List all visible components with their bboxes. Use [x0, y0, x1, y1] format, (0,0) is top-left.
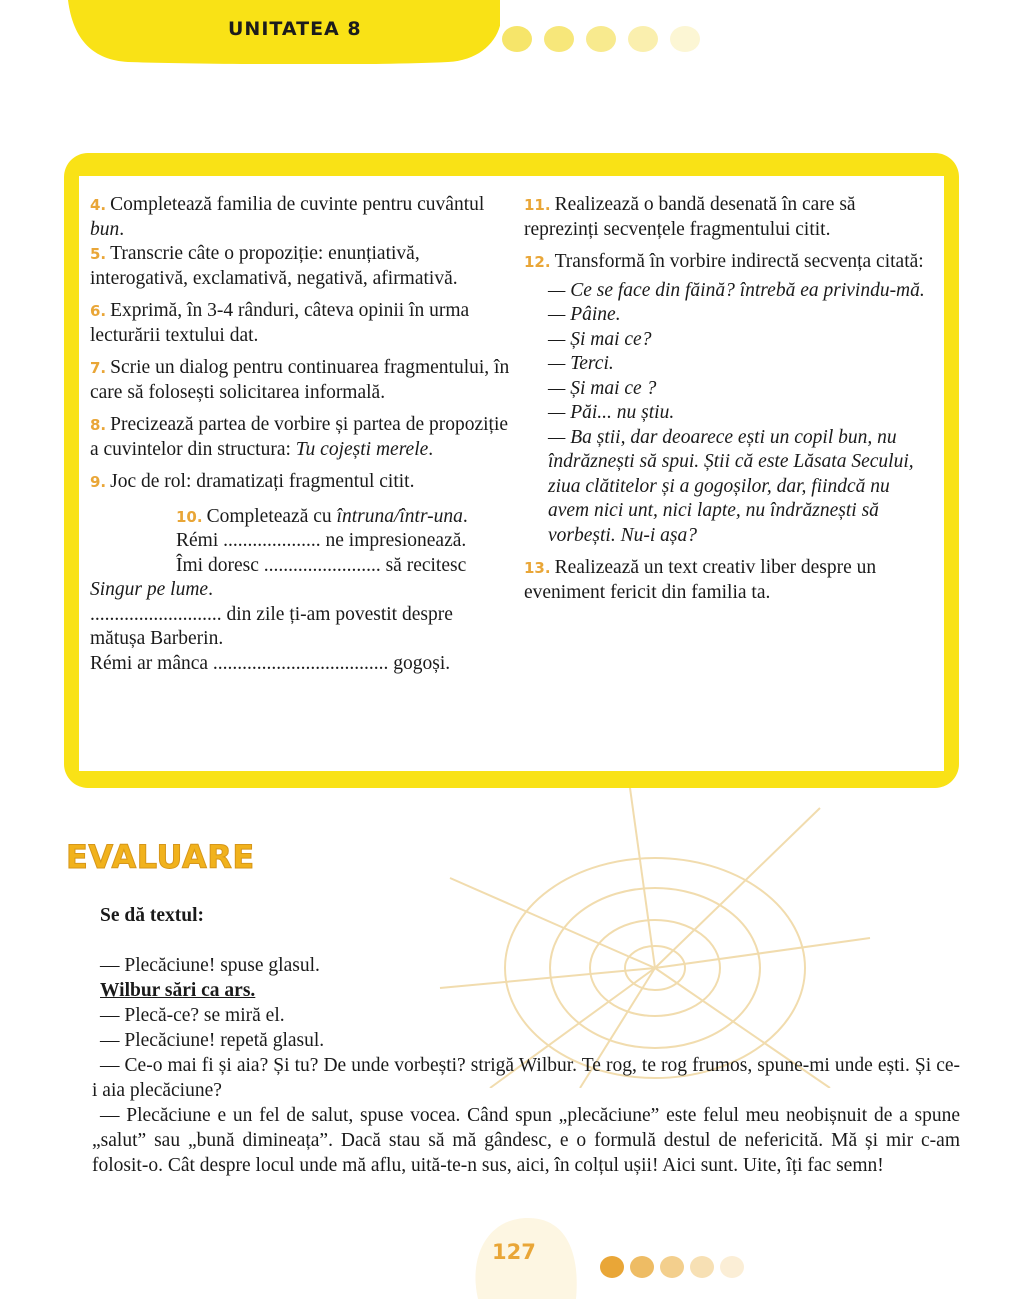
evaluare-text [92, 903, 960, 1178]
text-line: — Plecă-ce? se miră el. [100, 1005, 285, 1026]
text-paragraph: — Ce-o mai fi și aia? Și tu? De unde vorbești? strigă Wilbur. Te rog, te rog frumos, spune-mi unde ești. Și ce-i aia plecăciune? [92, 1055, 960, 1101]
text-paragraph: — Plecăciune e un fel de salut, spuse vocea. Când spun „plecăciune” este felul meu neobișnuit de a spune „salut” sau „bună dimineața”. Dacă stau să mă gândesc, e o formulă destul de nefericită. Mă și mir c-am folosit-o. Cât despre locul unde mă aflu, uită-te-n sus, aici, în colțul ușii! Aici sunt. Uite, îți fac semn! [92, 1105, 960, 1176]
exercise-12: 12. Transformă în vorbire indirectă secvența citată: [524, 251, 924, 272]
text-line: — Plecăciune! spuse glasul. [100, 955, 320, 976]
exercise-10: 10. Completează cu întruna/într-una. Rémi .................... ne impresionează. Îmi doresc ........................ să recitesc Singur pe lume. ........................... din zile ți-am povestit despre mătușa Barberin. Rémi ar mânca .................................... gogoși. [90, 505, 468, 674]
exercise-6: 6. Exprimă, în 3-4 rânduri, câteva opinii în urma lecturării textului dat. [90, 300, 470, 346]
unit-title: UNITATEA 8 [228, 18, 362, 40]
exercise-9: 9. Joc de rol: dramatizați fragmentul citit. [90, 471, 415, 492]
exercise-13: 13. Realizează un text creativ liber despre un eveniment fericit din familia ta. [524, 557, 877, 603]
exercise-8: 8. Precizează partea de vorbire și partea de propoziție a cuvintelor din structura: Tu cojești merele. [90, 414, 509, 460]
evaluare-intro: Se dă textul: [100, 905, 204, 926]
exercise-5: 5. Transcrie câte o propoziție: enunțiativă, interogativă, exclamativă, negativă, afirmativă. [90, 243, 458, 289]
exercise-4: 4. Completează familia de cuvinte pentru cuvântul bun. [90, 194, 485, 240]
evaluare-title: EVALUARE [66, 838, 255, 876]
text-line-underlined: Wilbur sări ca ars. [100, 980, 256, 1001]
page-number: 127 [492, 1240, 536, 1264]
header-dots [502, 26, 700, 52]
text-line: — Plecăciune! repetă glasul. [100, 1030, 325, 1051]
exercises-left-column [90, 193, 510, 676]
exercise-7: 7. Scrie un dialog pentru continuarea fragmentului, în care să folosești solicitarea informală. [90, 357, 510, 403]
footer-dots [600, 1256, 744, 1278]
exercise-12-dialogue: — Ce se face din făină? întrebă ea privindu-mă. — Pâine. — Și mai ce? — Terci. — Și mai ce ? — Păi... nu știu. — Ba știi, dar deoarece ești un copil bun, nu îndrăznești să spui. Știi că este Lăsata Secului, ziua clătitelor și a gogoșilor, dar, fiindcă nu avem nici unt, nici lapte, nu îndrăznești să vorbești. Nu-i așa? [548, 279, 925, 546]
exercise-11: 11. Realizează o bandă desenată în care să reprezinți secvențele fragmentului citit. [524, 194, 856, 240]
exercises-right-column [524, 193, 934, 613]
